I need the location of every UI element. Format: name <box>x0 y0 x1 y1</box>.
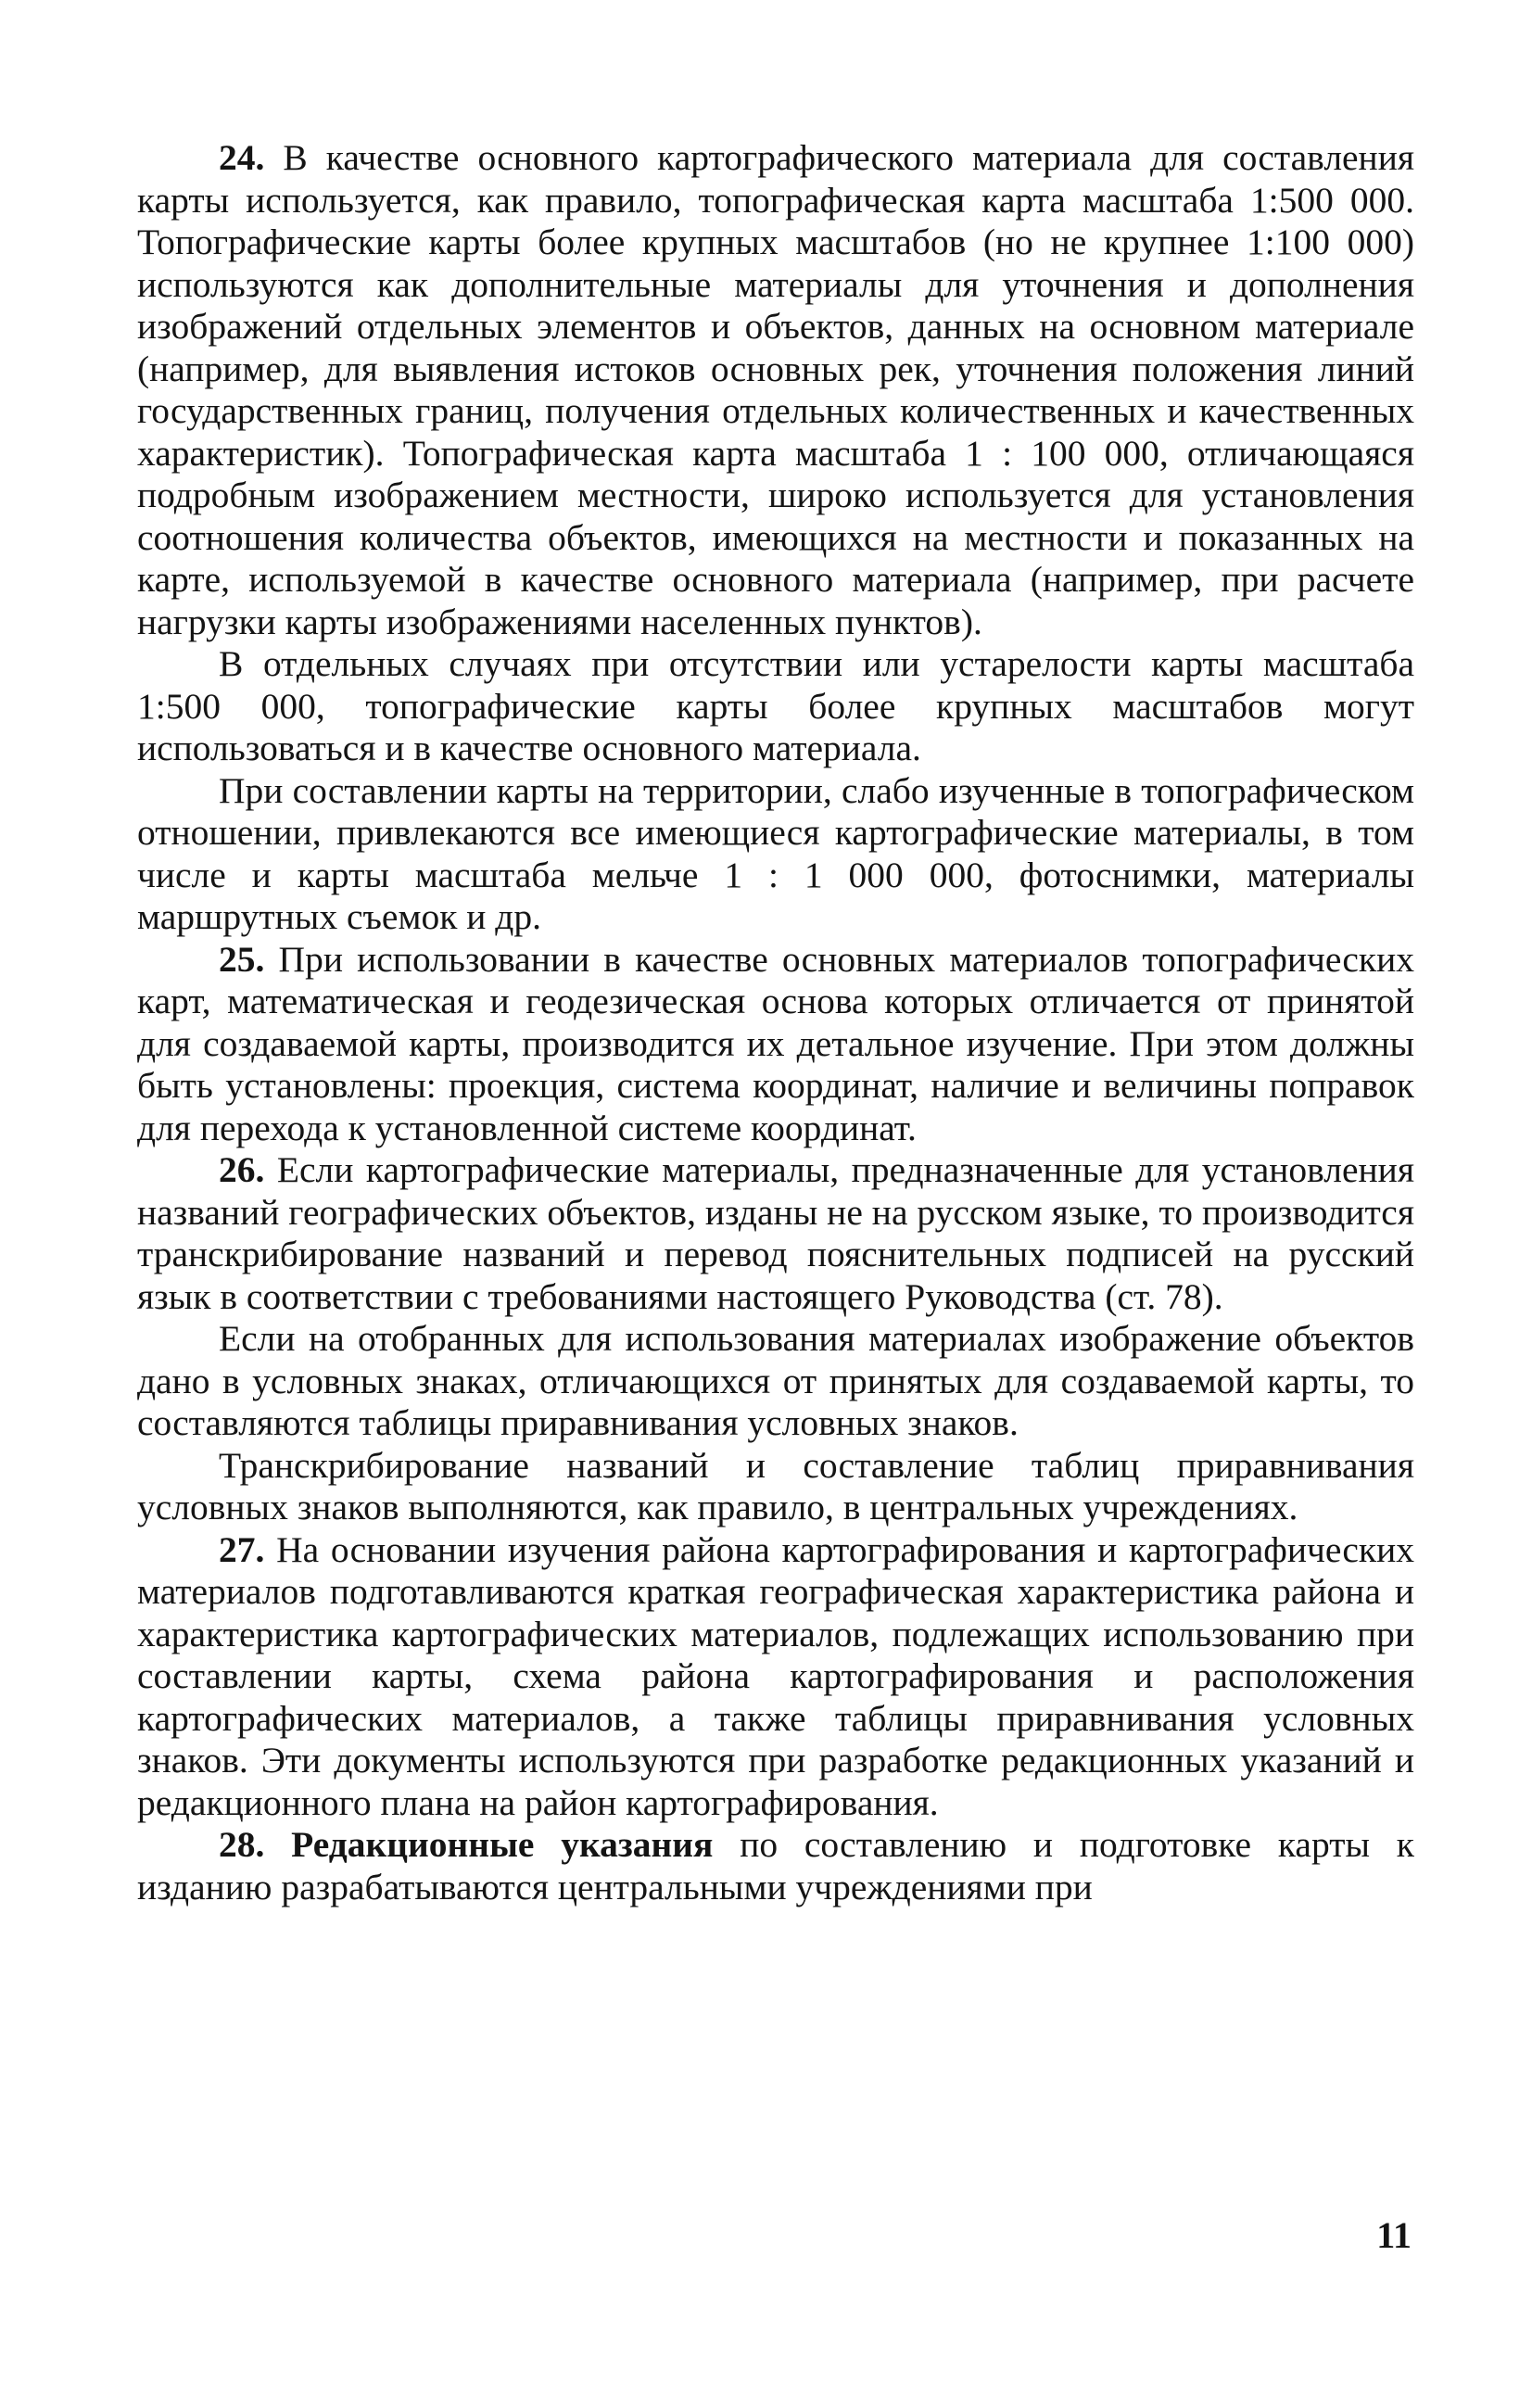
paragraph-28 <box>137 1824 1414 1908</box>
paragraph-24 <box>137 137 1414 643</box>
body-text <box>137 137 1414 1908</box>
paragraph-27 <box>137 1529 1414 1825</box>
paragraph <box>137 643 1414 770</box>
paragraph-text: В качестве основного картографического материала для составления карты используется, как правило, топографическая карта масштаба 1:500 000. Топографические карты более крупных масштабов (но не крупнее 1:100 000) используются как дополнительные материалы для уточнения и дополнения изображений отдельных элементов и объектов, данных на основном материале (например, для выявления истоков основных рек, уточнения положения линий государственных границ, получения отдельных количественных и качественных характеристик). Топографическая карта масштаба 1 : 100 000, отличающаяся подробным изображением местности, широко используется для установления соотношения количества объектов, имеющихся на местности и показанных на карте, используемой в качестве основного материала (например, при расчете нагрузки карты изображениями населенных пунктов). <box>137 137 1415 642</box>
paragraph-text: по составлению и подготовке карты к изданию разрабатываются центральными учреждениями при <box>137 1824 1414 1907</box>
section-number: 28. <box>219 1824 265 1865</box>
paragraph <box>137 1318 1414 1445</box>
paragraph-text: Если картографические материалы, предназначенные для установления названий географических объектов, изданы не на русском языке, то производится транскрибирование названий и перевод пояснительных подписей на русский язык в соответствии с требованиями настоящего Руководства (ст. 78). <box>137 1149 1414 1317</box>
paragraph-text: Транскрибирование названий и составление таблиц приравнивания условных знаков выполняются, как правило, в центральных учреждениях. <box>137 1444 1414 1527</box>
section-number: 24. <box>219 137 265 178</box>
bold-term: Редакционные указания <box>291 1824 714 1865</box>
paragraph-text: В отдельных случаях при отсутствии или устарелости карты масштаба 1:500 000, топографические карты более крупных масштабов могут использоваться и в качестве основного материала. <box>137 643 1414 768</box>
paragraph-text: Если на отобранных для использования материалах изображение объектов дано в условных знаках, отличающихся от принятых для создаваемой карты, то составляются таблицы приравнивания условных знаков. <box>137 1318 1414 1443</box>
section-number: 26. <box>219 1149 265 1190</box>
paragraph-25 <box>137 939 1414 1150</box>
section-number: 25. <box>219 938 265 980</box>
paragraph-26 <box>137 1149 1414 1318</box>
paragraph <box>137 770 1414 939</box>
paragraph-text: При использовании в качестве основных материалов топографических карт, математическая и геодезическая основа которых отличается от принятой для создаваемой карты, производится их детальное изучение. При этом должны быть установлены: проекция, система координат, наличие и величины поправок для перехода к установленной системе координат. <box>137 938 1414 1148</box>
paragraph-text: На основании изучения района картографирования и картографических материалов подготавливаются краткая географическая характеристика района и характеристика картографических материалов, подлежащих использованию при составлении карты, схема района картографирования и расположения картографических материалов, а также таблицы приравнивания условных знаков. Эти документы используются при разработке редакционных указаний и редакционного плана на район картографирования. <box>137 1528 1415 1823</box>
page-number: 11 <box>1376 2214 1412 2256</box>
section-number: 27. <box>219 1528 265 1570</box>
paragraph <box>137 1445 1414 1529</box>
paragraph-text: При составлении карты на территории, слабо изученные в топографическом отношении, привлекаются все имеющиеся картографические материалы, в том числе и карты масштаба мельче 1 : 1 000 000, фотоснимки, материалы маршрутных съемок и др. <box>137 769 1414 937</box>
